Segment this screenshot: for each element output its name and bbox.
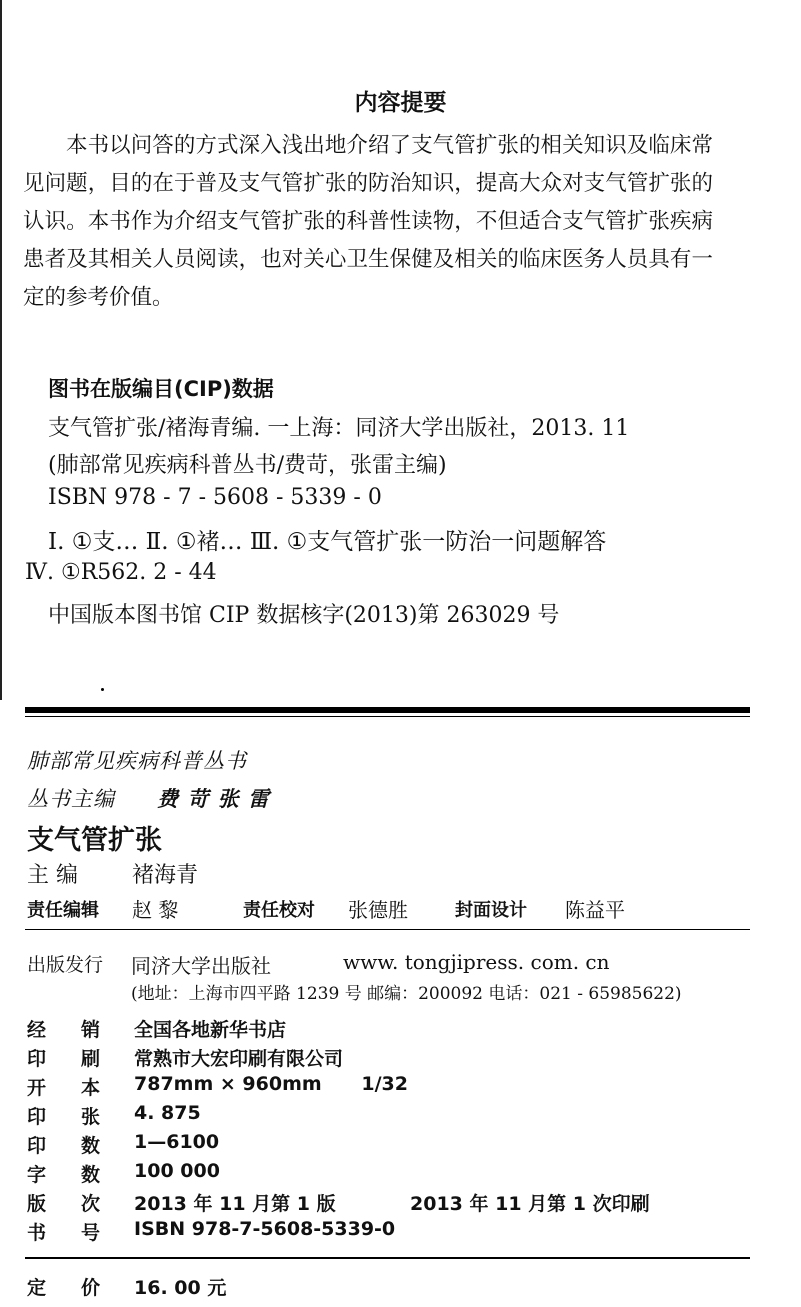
price: 16. 00 元 [134,1277,227,1299]
series-name: 肺部常见疾病科普丛书 [27,749,247,773]
publisher-address: (地址：上海市四平路 1239 号 邮编：200092 电话：021 - 65985622) [131,984,682,1004]
spec-print-run: 1—6100 [134,1131,220,1153]
spec-printing: 2013 年 11 月第 1 次印刷 [410,1193,650,1215]
cip-line-1: 支气管扩张/褚海青编. 一上海：同济大学出版社，2013. 11 [48,416,630,441]
spec-label-sheets: 印 张 [27,1106,101,1128]
responsible-editor: 赵 黎 [132,898,179,922]
spec-sheets: 4. 875 [134,1102,201,1124]
cip-isbn: ISBN 978 - 7 - 5608 - 5339 - 0 [48,485,382,510]
spec-label-format: 开 本 [27,1077,101,1099]
cover-design-label: 封面设计 [455,900,527,921]
spec-word-count: 100 000 [134,1160,220,1182]
spec-label-edition: 版 次 [27,1193,101,1215]
spec-label-distributor: 经 销 [27,1019,101,1041]
series-editors-label: 丛书主编 [27,787,115,811]
editor-label: 主 编 [27,863,78,888]
colophon-thick-rule [25,707,750,713]
editor-name: 褚海青 [132,863,199,888]
publisher-label: 出版发行 [27,954,104,976]
spec-isbn: ISBN 978-7-5608-5339-0 [134,1218,396,1240]
proofreader-label: 责任校对 [243,900,315,921]
cover-designer: 陈益平 [565,898,625,922]
cip-heading: 图书在版编目(CIP)数据 [48,377,274,401]
colophon-rule-3 [25,1257,750,1259]
cip-classification-1: Ⅰ. ①支… Ⅱ. ①褚… Ⅲ. ①支气管扩张一防治一问题解答 [48,529,607,555]
cip-number: 中国版本图书馆 CIP 数据核字(2013)第 263029 号 [48,603,560,628]
stray-dot [101,688,104,691]
colophon-rule-2 [25,929,750,930]
proofreader: 张德胜 [348,898,408,922]
spec-label-isbn: 书 号 [27,1222,101,1244]
spec-label-printer: 印 刷 [27,1048,101,1070]
price-label: 定 价 [27,1277,101,1299]
spec-distributor: 全国各地新华书店 [134,1019,287,1041]
responsible-editor-label: 责任编辑 [27,900,99,921]
colophon-double-rule [25,716,750,717]
summary-paragraph: 本书以问答的方式深入浅出地介绍了支气管扩张的相关知识及临床常见问题，目的在于普及支气管扩张的防治知识，提高大众对支气管扩张的认识。本书作为介绍支气管扩张的科普性读物，不但适合支气管扩张疾病患者及其相关人员阅读，也对关心卫生保健及相关的临床医务人员具有一定的参考价值。 [23,133,713,310]
spec-edition: 2013 年 11 月第 1 版 [134,1193,336,1215]
cip-line-2: (肺部常见疾病科普丛书/费苛，张雷主编) [48,453,447,478]
book-title: 支气管扩张 [27,825,162,856]
spec-label-word-count: 字 数 [27,1164,101,1186]
cip-classification-2: Ⅳ. ①R562. 2 - 44 [25,560,217,585]
summary-title: 内容提要 [354,90,447,116]
series-editors: 费 苛 张 雷 [157,786,270,811]
spec-format: 787mm × 960mm 1/32 [134,1073,408,1095]
publisher-website: www. tongjipress. com. cn [343,950,610,974]
summary-body [23,127,713,317]
publisher: 同济大学出版社 [131,954,271,978]
spec-printer: 常熟市大宏印刷有限公司 [134,1048,344,1070]
spec-label-print-run: 印 数 [27,1135,101,1157]
